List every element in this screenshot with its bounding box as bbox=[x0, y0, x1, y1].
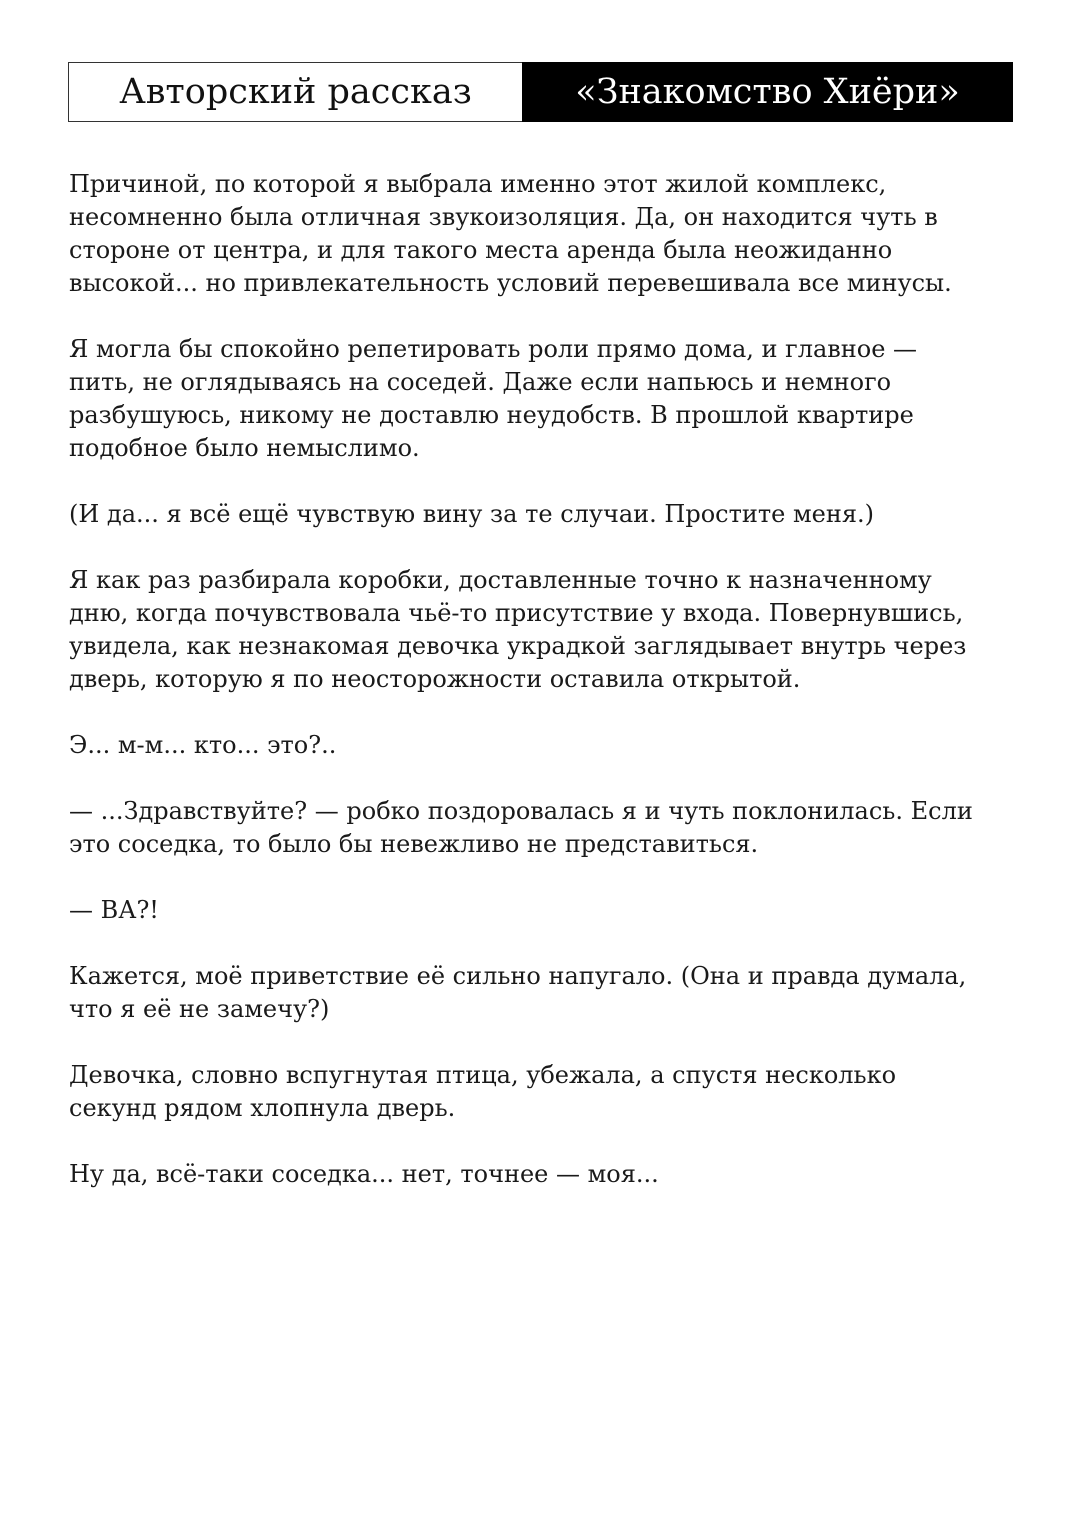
story-paragraph: — ВА?! bbox=[69, 896, 159, 924]
title-banner bbox=[68, 62, 1013, 122]
story-paragraph: — ...Здравствуйте? — робко поздоровалась я и чуть поклонилась. Если это соседка, то было бы невежливо не представиться. bbox=[69, 797, 973, 858]
story-paragraph: Я как раз разбирала коробки, доставленные точно к назначенному дню, когда почувствовала чьё-то присутствие у входа. Повернувшись, увидела, как незнакомая девочка украдкой заглядывает внутрь через дверь, которую я по неосторожности оставила открытой. bbox=[69, 566, 967, 693]
story-paragraph: Девочка, словно вспугнутая птица, убежала, а спустя несколько секунд рядом хлопнула дверь. bbox=[69, 1061, 897, 1122]
story-paragraph: (И да... я всё ещё чувствую вину за те случаи. Простите меня.) bbox=[69, 500, 874, 528]
story-paragraph: Э... м-м... кто... это?.. bbox=[69, 731, 337, 759]
story-paragraph: Я могла бы спокойно репетировать роли прямо дома, и главное — пить, не оглядываясь на соседей. Даже если напьюсь и немного разбушуюсь, никому не доставлю неудобств. В прошлой квартире подобное было немыслимо. bbox=[69, 335, 918, 462]
story-body bbox=[69, 168, 1019, 1224]
story-type-label: Авторский рассказ bbox=[68, 62, 522, 122]
story-paragraph: Ну да, всё-таки соседка... нет, точнее — моя... bbox=[69, 1160, 659, 1188]
story-paragraph: Причиной, по которой я выбрала именно этот жилой комплекс, несомненно была отличная звукоизоляция. Да, он находится чуть в стороне от центра, и для такого места аренда была неожиданно высокой... но привлекательность условий перевешивала все минусы. bbox=[69, 170, 952, 297]
story-title: «Знакомство Хиёри» bbox=[522, 62, 1013, 122]
story-paragraph: Кажется, моё приветствие её сильно напугало. (Она и правда думала, что я её не замечу?) bbox=[69, 962, 967, 1023]
